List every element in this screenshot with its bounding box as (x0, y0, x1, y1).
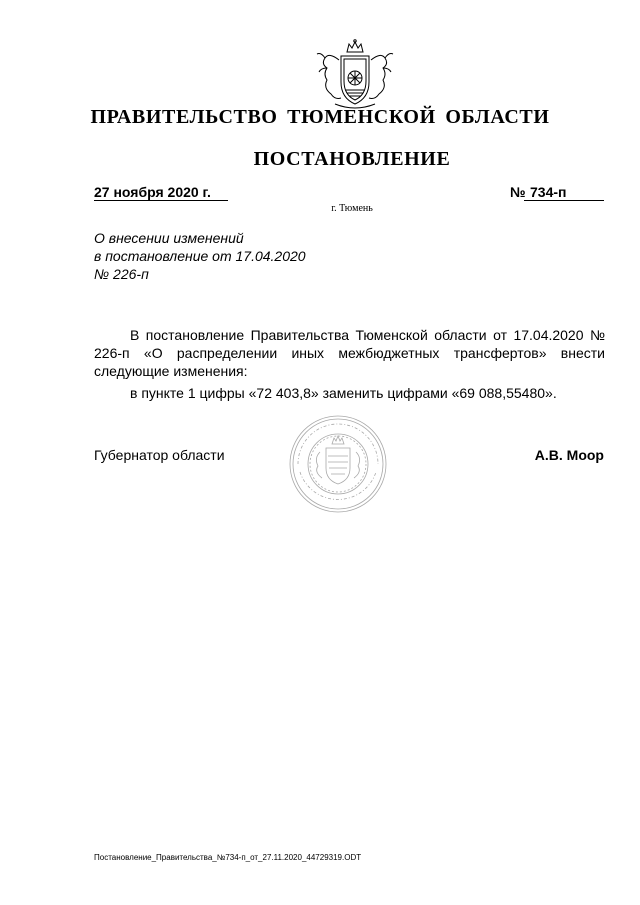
document-date: 27 ноября 2020 г. (94, 184, 211, 200)
document-number: 734-п (524, 184, 604, 201)
document-type-title: ПОСТАНОВЛЕНИЕ (253, 148, 451, 170)
government-title: ПРАВИТЕЛЬСТВО ТЮМЕНСКОЙ ОБЛАСТИ (90, 106, 550, 128)
document-number-field (510, 184, 604, 200)
subject-block (94, 229, 306, 283)
footer-filename: Постановление_Правительства_№734-п_от_27.11.2020_44729319.ODT (94, 853, 362, 862)
subject-line-3: № 226-п (94, 266, 149, 282)
official-seal-icon (288, 414, 388, 514)
coat-of-arms-icon (311, 38, 399, 114)
document-date-field (94, 184, 228, 201)
body-paragraph-2: в пункте 1 цифры «72 403,8» заменить цифрами «69 088,55480». (130, 385, 557, 401)
signature-name: А.В. Моор (534, 447, 604, 463)
body-paragraph-1: В постановление Правительства Тюменской области от 17.04.2020 № 226-п «О распределении иных межбюджетных трансфертов» внести следующие изменения: (94, 327, 605, 379)
signature-title: Губернатор области (94, 447, 225, 463)
body-text (94, 326, 605, 402)
number-sign: № (510, 184, 526, 200)
subject-line-1: О внесении изменений (94, 230, 244, 246)
subject-line-2: в постановление от 17.04.2020 (94, 248, 306, 264)
city-label: г. Тюмень (331, 203, 373, 214)
